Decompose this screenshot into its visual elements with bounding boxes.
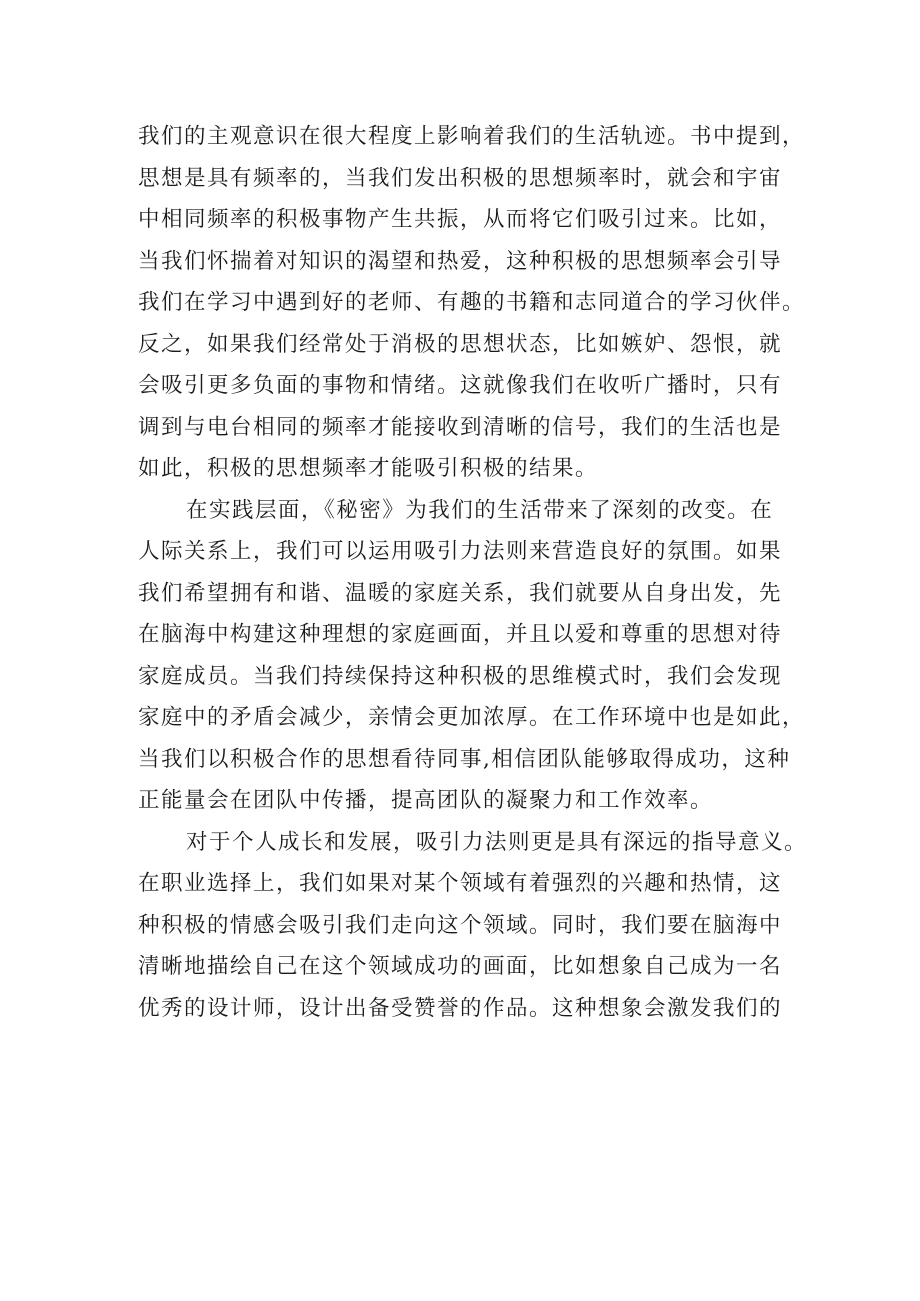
text-line: 种积极的情感会吸引我们走向这个领域。同时，我们要在脑海中 [138,912,783,938]
text-line-indented: 在实践层面，《秘密》为我们的生活带来了深刻的改变。在 [186,497,774,523]
text-line: 反之，如果我们经常处于消极的思想状态，比如嫉妒、怨恨，就 [138,331,783,357]
text-line: 在职业选择上，我们如果对某个领域有着强烈的兴趣和热情，这 [138,871,783,896]
paragraph-2 [138,490,808,822]
text-line: 家庭成员。当我们持续保持这种积极的思维模式时，我们会发现 [138,663,783,689]
text-line: 优秀的设计师，设计出备受赞誉的作品。这种想象会激发我们的 [138,995,783,1021]
text-line: 我们的主观意识在很大程度上影响着我们的生活轨迹。书中提到， [138,124,806,149]
text-line: 思想是具有频率的，当我们发出积极的思想频率时，就会和宇宙 [138,165,783,191]
text-line: 清晰地描绘自己在这个领域成功的画面，比如想象自己成为一名 [138,954,783,979]
paragraph-1 [138,116,808,490]
document-body [138,116,808,1029]
text-line: 人际关系上，我们可以运用吸引力法则来营造良好的氛围。如果 [138,539,783,564]
text-line: 中相同频率的积极事物产生共振，从而将它们吸引过来。比如， [138,207,783,232]
text-line: 会吸引更多负面的事物和情绪。这就像我们在收听广播时，只有 [138,373,783,398]
text-line: 我们希望拥有和谐、温暖的家庭关系，我们就要从自身出发，先 [138,580,783,606]
text-line: 我们在学习中遇到好的老师、有趣的书籍和志同道合的学习伙伴。 [138,290,806,315]
text-line: 当我们怀揣着对知识的渴望和热爱，这种积极的思想频率会引导 [138,248,783,274]
text-line: 如此，积极的思想频率才能吸引积极的结果。 [138,456,599,481]
text-line: 正能量会在团队中传播，提高团队的凝聚力和工作效率。 [138,788,714,813]
text-line: 调到与电台相同的频率才能接收到清晰的信号，我们的生活也是 [138,414,783,440]
text-line: 家庭中的矛盾会减少，亲情会更加浓厚。在工作环境中也是如此， [138,705,806,730]
text-line: 在脑海中构建这种理想的家庭画面，并且以爱和尊重的思想对待 [138,622,783,647]
paragraph-3 [138,822,808,1030]
text-line: 当我们以积极合作的思想看待同事,相信团队能够取得成功，这种 [138,746,791,772]
text-line-indented: 对于个人成长和发展，吸引力法则更是具有深远的指导意义。 [186,829,808,855]
